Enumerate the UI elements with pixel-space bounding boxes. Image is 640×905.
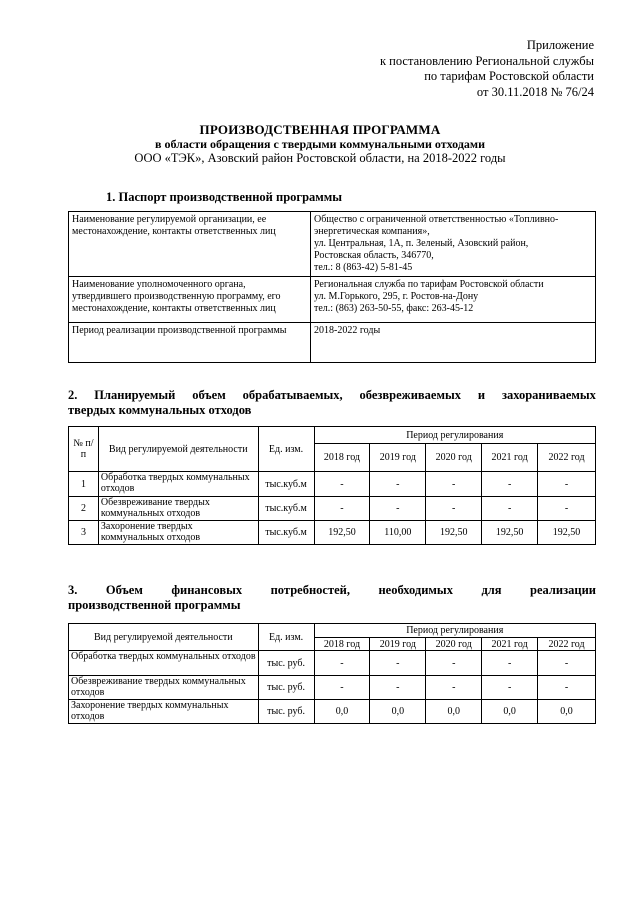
value-line: Региональная служба по тарифам Ростовской области (314, 279, 544, 290)
finance-table (68, 623, 596, 724)
heading-word: реализации (530, 583, 596, 597)
heading-word: Объем (105, 583, 143, 597)
heading-word: и (477, 388, 486, 402)
row-unit: тыс. руб. (258, 700, 314, 724)
passport-row (69, 323, 596, 363)
table-row (69, 700, 596, 724)
passport-value (311, 212, 596, 277)
row-num: 3 (69, 521, 99, 545)
row-value: - (426, 497, 482, 521)
row-value: - (314, 472, 370, 497)
header-year: 2021 год (482, 444, 538, 472)
table-row (69, 651, 596, 676)
document-title (0, 122, 640, 166)
heading-line (68, 388, 596, 403)
appendix-line: к постановлению Региональной службы (379, 53, 594, 68)
appendix-line: по тарифам Ростовской области (424, 69, 594, 83)
heading-line (68, 583, 596, 598)
header-year: 2019 год (370, 638, 426, 651)
row-value: 192,50 (426, 521, 482, 545)
row-value: - (538, 676, 596, 700)
row-activity: Обработка твердых коммунальных отходов (69, 651, 259, 676)
passport-table (68, 211, 596, 363)
heading-word: 3. (68, 583, 78, 597)
header-year: 2020 год (426, 638, 482, 651)
table-row (69, 497, 596, 521)
header-year: 2019 год (370, 444, 426, 472)
heading-word: захораниваемых (501, 388, 596, 402)
section3-heading (68, 583, 596, 613)
row-unit: тыс. руб. (258, 651, 314, 676)
heading-word: финансовых (171, 583, 243, 597)
heading-word: потребностей, (270, 583, 350, 597)
header-activity: Вид регулируемой деятельности (69, 624, 259, 651)
table-row (69, 472, 596, 497)
row-value: - (370, 497, 426, 521)
header-unit: Ед. изм. (258, 427, 314, 472)
passport-row (69, 277, 596, 323)
row-value: - (426, 676, 482, 700)
row-value: - (370, 651, 426, 676)
header-year: 2022 год (538, 444, 596, 472)
title-main: ПРОИЗВОДСТВЕННАЯ ПРОГРАММА (199, 122, 441, 137)
volume-table (68, 426, 596, 545)
row-value: - (538, 497, 596, 521)
header-row (69, 624, 596, 638)
table-row (69, 676, 596, 700)
header-period: Период регулирования (314, 624, 595, 638)
row-value: 0,0 (314, 700, 370, 724)
row-activity: Захоронение твердых коммунальных отходов (69, 700, 259, 724)
row-value: - (426, 472, 482, 497)
row-value: - (482, 676, 538, 700)
row-value: 192,50 (538, 521, 596, 545)
heading-line: твердых коммунальных отходов (68, 403, 252, 417)
appendix-block (380, 38, 594, 100)
heading-word: обрабатываемых, (242, 388, 343, 402)
row-unit: тыс. руб. (258, 676, 314, 700)
table-row (69, 521, 596, 545)
row-num: 1 (69, 472, 99, 497)
heading-line: производственной программы (68, 598, 241, 612)
header-num: № п/п (69, 427, 99, 472)
header-period: Период регулирования (314, 427, 596, 444)
passport-label: Наименование уполномоченного органа, утвердившего производственную программу, его местонахождение, контакты ответственных лиц (69, 277, 311, 323)
passport-value (311, 277, 596, 323)
row-value: - (370, 676, 426, 700)
value-line: 2018-2022 годы (314, 325, 381, 336)
row-value: 0,0 (538, 700, 596, 724)
passport-row (69, 212, 596, 277)
heading-word: Планируемый (94, 388, 176, 402)
row-value: - (314, 651, 370, 676)
row-activity: Обезвреживание твердых коммунальных отходов (69, 676, 259, 700)
row-value: - (482, 651, 538, 676)
row-unit: тыс.куб.м (258, 472, 314, 497)
title-organization: ООО «ТЭК», Азовский район Ростовской области, на 2018-2022 годы (134, 151, 506, 165)
row-value: 0,0 (482, 700, 538, 724)
row-unit: тыс.куб.м (258, 497, 314, 521)
value-line: ул. М.Горького, 295, г. Ростов-на-Дону (314, 291, 479, 302)
row-value: - (370, 472, 426, 497)
header-activity: Вид регулируемой деятельности (98, 427, 258, 472)
row-value: 0,0 (370, 700, 426, 724)
header-year: 2020 год (426, 444, 482, 472)
passport-label: Период реализации производственной программы (69, 323, 311, 363)
heading-word: для (481, 583, 502, 597)
row-value: - (482, 472, 538, 497)
row-value: - (538, 651, 596, 676)
appendix-line: от 30.11.2018 № 76/24 (476, 84, 594, 99)
passport-value (311, 323, 596, 363)
row-activity: Обезвреживание твердых коммунальных отходов (98, 497, 258, 521)
row-activity: Захоронение твердых коммунальных отходов (98, 521, 258, 545)
header-year: 2018 год (314, 638, 370, 651)
header-year: 2018 год (314, 444, 370, 472)
value-line: энергетическая компания», (314, 226, 430, 237)
row-value: 0,0 (426, 700, 482, 724)
value-line: тел.: (863) 263-50-55, факс: 263-45-12 (314, 303, 474, 314)
value-line: Общество с ограниченной ответственностью «Топливно- (314, 214, 559, 225)
value-line: ул. Центральная, 1А, п. Зеленый, Азовский район, (314, 238, 529, 249)
section1-heading: 1. Паспорт производственной программы (106, 190, 343, 204)
row-value: - (426, 651, 482, 676)
value-line: Ростовская область, 346770, (314, 250, 434, 261)
row-num: 2 (69, 497, 99, 521)
row-unit: тыс.куб.м (258, 521, 314, 545)
row-value: - (482, 497, 538, 521)
heading-word: необходимых (378, 583, 453, 597)
row-value: 110,00 (370, 521, 426, 545)
header-row (69, 427, 596, 444)
heading-word: обезвреживаемых (359, 388, 461, 402)
header-year: 2022 год (538, 638, 596, 651)
heading-word: 2. (68, 388, 78, 402)
passport-label: Наименование регулируемой организации, ее местонахождение, контакты ответственных лиц (69, 212, 311, 277)
section2-heading (68, 388, 596, 418)
row-value: - (538, 472, 596, 497)
title-subtitle: в области обращения с твердыми коммунальными отходами (154, 137, 485, 151)
appendix-line: Приложение (526, 38, 594, 52)
row-value: 192,50 (314, 521, 370, 545)
row-value: 192,50 (482, 521, 538, 545)
heading-word: объем (192, 388, 226, 402)
value-line: тел.: 8 (863-42) 5-81-45 (314, 262, 413, 273)
row-value: - (314, 497, 370, 521)
row-activity: Обработка твердых коммунальных отходов (98, 472, 258, 497)
row-value: - (314, 676, 370, 700)
header-unit: Ед. изм. (258, 624, 314, 651)
header-year: 2021 год (482, 638, 538, 651)
